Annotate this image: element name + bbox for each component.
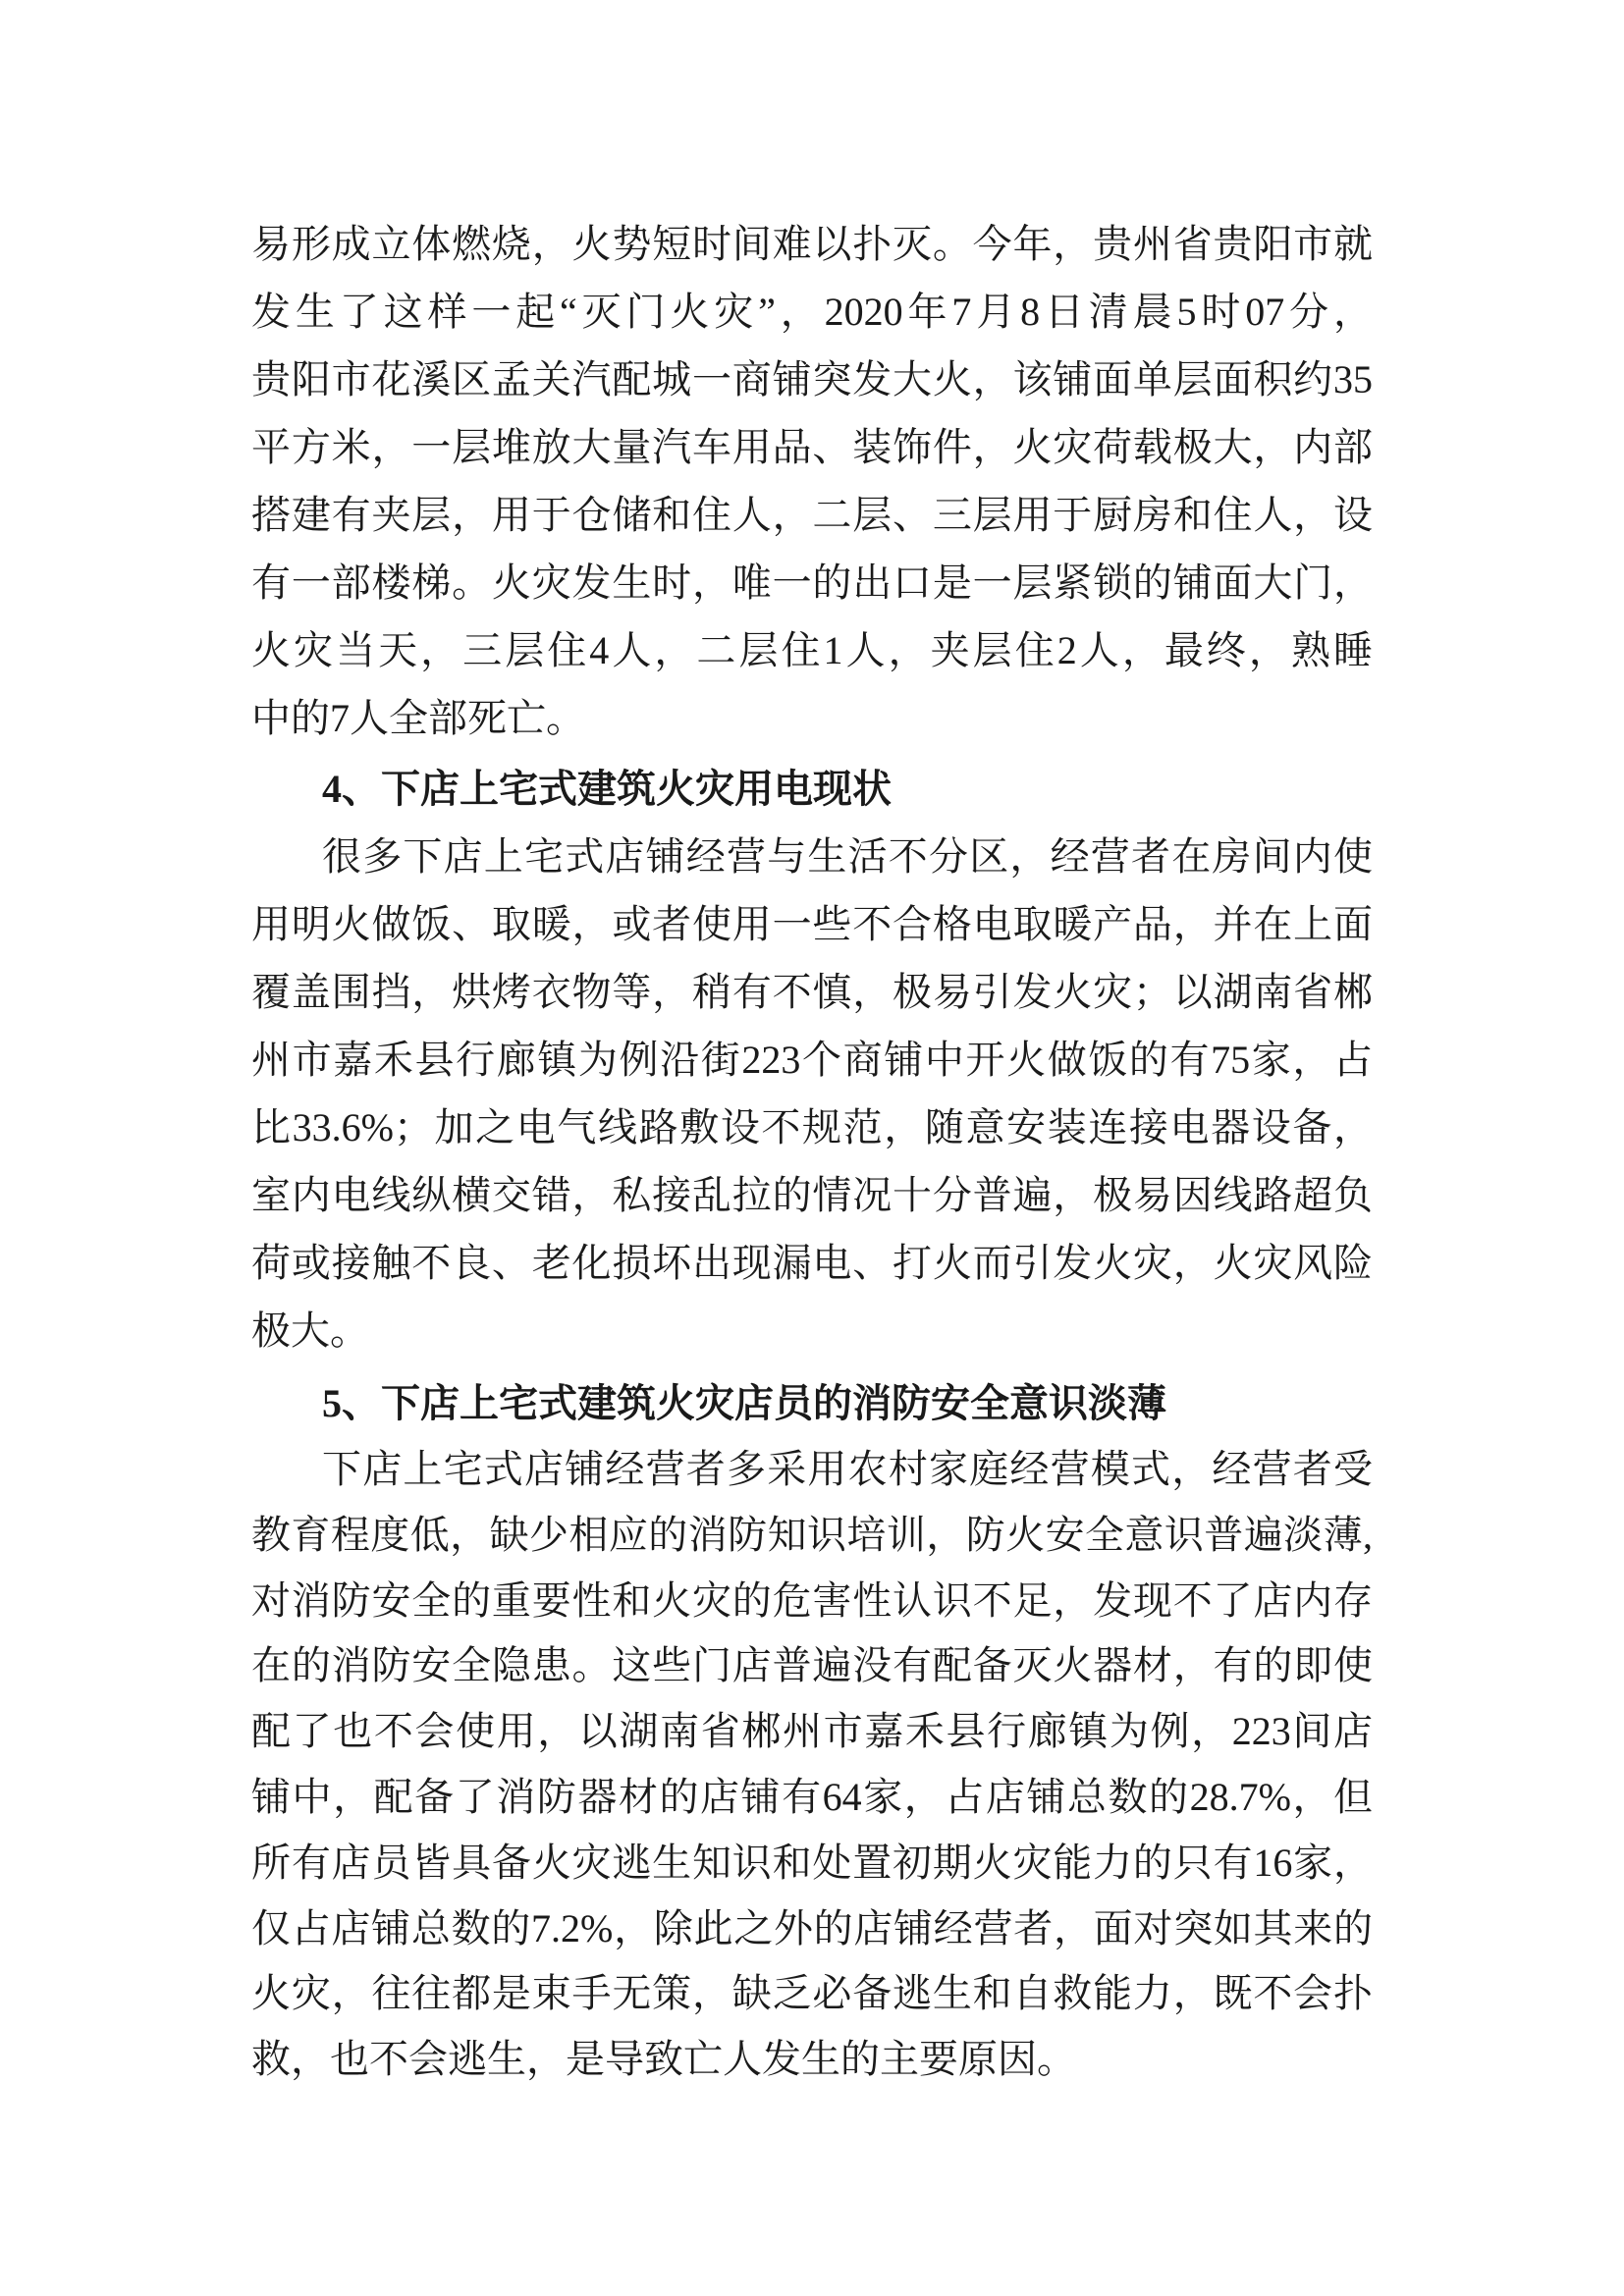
text-line: 覆盖围挡，烘烤衣物等，稍有不慎，极易引发火灾；以湖南省郴	[251, 970, 1373, 1014]
text-line: 搭建有夹层，用于仓储和住人，二层、三层用于厨房和住人，设	[251, 493, 1373, 537]
text-line: 州市嘉禾县行廊镇为例沿街223个商铺中开火做饭的有75家，占	[251, 1038, 1373, 1082]
text-line: 所有店员皆具备火灾逃生知识和处置初期火灾能力的只有16家，	[251, 1840, 1373, 1885]
text-line: 室内电线纵横交错，私接乱拉的情况十分普遍，极易因线路超负	[251, 1173, 1373, 1217]
heading-safety-awareness: 5、下店上宅式建筑火灾店员的消防安全意识淡薄	[322, 1381, 1166, 1425]
text-line: 教育程度低，缺少相应的消防知识培训，防火安全意识普遍淡薄,	[251, 1512, 1373, 1557]
paragraph-safety-awareness	[251, 1437, 1373, 2093]
paragraph-fire-case	[251, 210, 1373, 752]
section-heading-5	[251, 1369, 1373, 1437]
text-line: 仅占店铺总数的7.2%，除此之外的店铺经营者，面对突如其来的	[251, 1905, 1373, 1950]
text-line: 有一部楼梯。火灾发生时，唯一的出口是一层紧锁的铺面大门，	[251, 561, 1373, 605]
paragraph-electricity-status	[251, 823, 1373, 1364]
text-line: 发生了这样一起“灭门火灾”，2020年7月8日清晨5时07分，	[251, 290, 1373, 334]
text-line: 配了也不会使用，以湖南省郴州市嘉禾县行廊镇为例，223间店	[251, 1709, 1373, 1754]
text-line: 比33.6%；加之电气线路敷设不规范，随意安装连接电器设备，	[251, 1105, 1373, 1149]
text-line: 用明火做饭、取暖，或者使用一些不合格电取暖产品，并在上面	[251, 902, 1373, 946]
heading-electricity-status: 4、下店上宅式建筑火灾用电现状	[322, 767, 892, 811]
text-line: 对消防安全的重要性和火灾的危害性认识不足，发现不了店内存	[251, 1577, 1373, 1623]
text-line: 很多下店上宅式店铺经营与生活不分区，经营者在房间内使	[322, 834, 1373, 879]
text-line: 铺中，配备了消防器材的店铺有64家，占店铺总数的28.7%，但	[251, 1774, 1373, 1819]
text-line: 火灾，往往都是束手无策，缺乏必备逃生和自救能力，既不会扑	[251, 1971, 1373, 2016]
text-line: 易形成立体燃烧，火势短时间难以扑灭。今年，贵州省贵阳市就	[251, 222, 1373, 266]
text-line: 在的消防安全隐患。这些门店普遍没有配备灭火器材，有的即使	[251, 1643, 1373, 1688]
text-line: 救，也不会逃生，是导致亡人发生的主要原因。	[251, 2037, 1076, 2082]
text-line: 贵阳市花溪区孟关汽配城一商铺突发大火，该铺面单层面积约35	[251, 357, 1373, 401]
text-line: 极大。	[251, 1308, 369, 1353]
text-line: 下店上宅式店铺经营者多采用农村家庭经营模式，经营者受	[322, 1447, 1373, 1491]
text-line: 平方米，一层堆放大量汽车用品、装饰件，火灾荷载极大，内部	[251, 425, 1373, 469]
text-line: 中的7人全部死亡。	[251, 696, 585, 740]
text-line: 荷或接触不良、老化损坏出现漏电、打火而引发火灾，火灾风险	[251, 1241, 1373, 1285]
text-line: 火灾当天，三层住4人，二层住1人，夹层住2人，最终，熟睡	[251, 628, 1373, 672]
section-heading-4	[251, 755, 1373, 823]
